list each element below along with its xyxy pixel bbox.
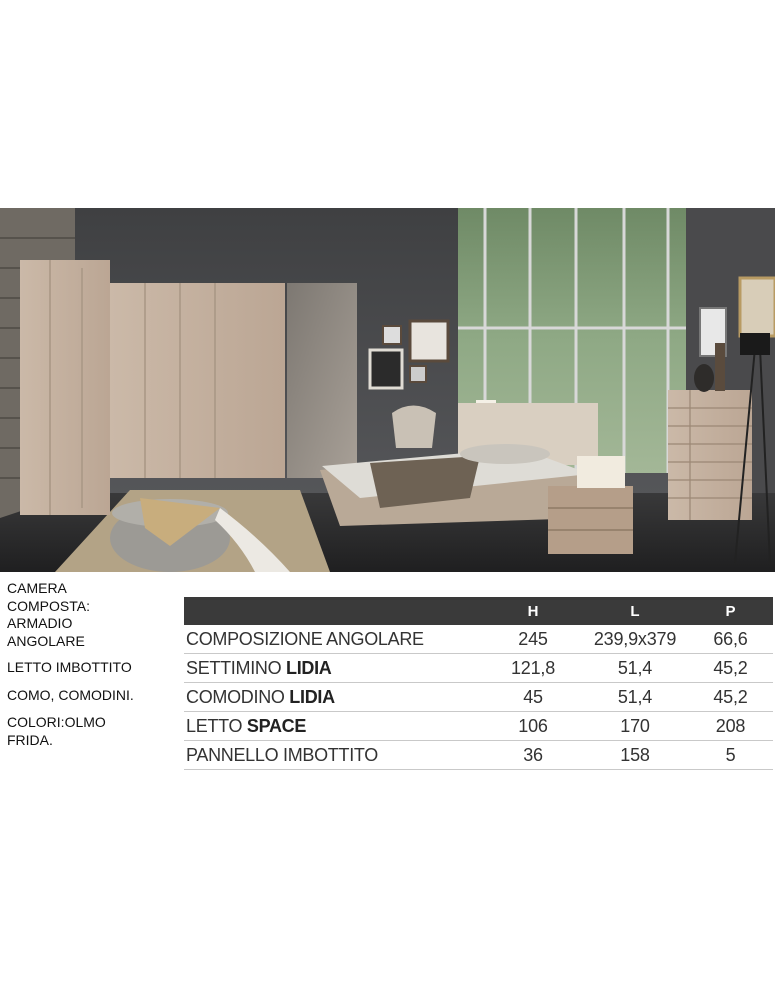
row-h: 121,8 <box>484 654 582 683</box>
row-p: 45,2 <box>688 683 773 712</box>
note-letto: LETTO IMBOTTITO <box>7 659 132 675</box>
row-p: 208 <box>688 712 773 741</box>
table-row <box>184 625 773 654</box>
row-h: 106 <box>484 712 582 741</box>
row-l: 158 <box>582 741 688 770</box>
note-como: COMO, COMODINI. <box>7 686 134 703</box>
row-name-text: PANNELLO IMBOTTITO <box>186 744 378 765</box>
header-l: L <box>582 597 688 625</box>
table-row <box>184 712 773 741</box>
row-l: 51,4 <box>582 683 688 712</box>
header-p: P <box>688 597 773 625</box>
row-name <box>184 654 484 683</box>
row-name-text: COMODINO <box>186 686 290 707</box>
row-h: 245 <box>484 625 582 654</box>
table-header-row <box>184 597 773 625</box>
note-camera: CAMERA COMPOSTA: ARMADIO ANGOLARE <box>7 580 90 649</box>
bedroom-photo <box>0 208 775 572</box>
row-l: 51,4 <box>582 654 688 683</box>
row-name <box>184 712 484 741</box>
row-p: 5 <box>688 741 773 770</box>
row-name-text: SETTIMINO <box>186 657 286 678</box>
row-name <box>184 625 484 654</box>
row-l: 170 <box>582 712 688 741</box>
bedroom-illustration <box>0 208 775 572</box>
table-row <box>184 741 773 770</box>
row-p: 66,6 <box>688 625 773 654</box>
composition-notes <box>7 580 177 759</box>
dimensions-table <box>184 597 773 770</box>
header-h: H <box>484 597 582 625</box>
row-name-bold: LIDIA <box>286 657 332 678</box>
row-name <box>184 683 484 712</box>
note-colori: COLORI:OLMO FRIDA. <box>7 714 106 748</box>
row-name-text: LETTO <box>186 715 247 736</box>
row-l: 239,9x379 <box>582 625 688 654</box>
row-h: 45 <box>484 683 582 712</box>
row-name-text: COMPOSIZIONE ANGOLARE <box>186 628 424 649</box>
row-name-bold: SPACE <box>246 715 307 736</box>
row-h: 36 <box>484 741 582 770</box>
row-name-bold: LIDIA <box>289 686 335 707</box>
row-name <box>184 741 484 770</box>
table-row <box>184 654 773 683</box>
header-name <box>184 597 484 625</box>
row-p: 45,2 <box>688 654 773 683</box>
table-row <box>184 683 773 712</box>
